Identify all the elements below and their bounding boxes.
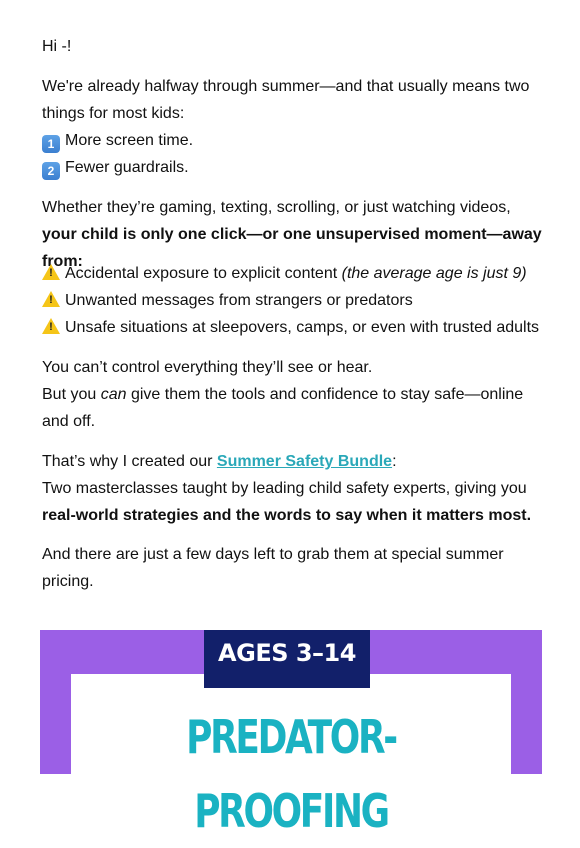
promo-banner-image[interactable] (40, 630, 542, 838)
risk-text: Whether they’re gaming, texting, scrolling, or just watching videos, (42, 199, 511, 216)
warning-text: Unsafe situations at sleepovers, camps, or even with trusted adults (65, 319, 540, 336)
list-item (42, 159, 189, 176)
but-text: But you (42, 386, 101, 403)
warning-icon: ! (42, 291, 60, 307)
paragraph-control (42, 354, 542, 435)
warning-italic-text: (the average age is just 9) (341, 265, 527, 282)
greeting: Hi -! (42, 38, 72, 55)
warning-item (42, 265, 527, 282)
warning-list (42, 260, 542, 341)
warning-text: Unwanted messages from strangers or predators (65, 292, 413, 309)
warning-item (42, 292, 413, 309)
keycap-2-icon: 2 (42, 162, 60, 180)
paragraph-pricing: And there are just a few days left to grab them at special summer pricing. (42, 546, 504, 590)
tools-text: give them the tools and confidence to stay safe—online and off. (42, 386, 524, 430)
bundle-prefix-text: That’s why I created our (42, 453, 217, 470)
warning-item (42, 319, 539, 336)
control-text: You can’t control everything they’ll see or hear. (42, 359, 373, 376)
keycap-1-icon: 1 (42, 135, 60, 153)
risk-bold-text: your child is only one click—or one unsupervised moment—away from: (42, 226, 542, 270)
list-item (42, 132, 193, 149)
intro-paragraph (42, 73, 542, 181)
warning-icon: ! (42, 318, 60, 334)
warning-text: Accidental exposure to explicit content (65, 265, 342, 282)
masterclass-text: Two masterclasses taught by leading child safety experts, giving you (42, 480, 527, 497)
can-text: can (100, 386, 127, 403)
list-item-text: Fewer guardrails. (65, 159, 189, 176)
paragraph-bundle (42, 448, 542, 529)
banner-headline: PREDATOR-PROOFING (186, 710, 396, 838)
ages-badge: AGES 3–14 (204, 630, 370, 688)
summer-safety-bundle-link[interactable]: Summer Safety Bundle (216, 453, 393, 470)
colon-text: : (392, 453, 397, 470)
warning-icon: ! (42, 264, 60, 280)
list-item-text: More screen time. (65, 132, 194, 149)
strategies-bold-text: real-world strategies and the words to say when it matters most. (42, 507, 532, 524)
intro-text: We're already halfway through summer—and that usually means two things for most kids: (42, 78, 530, 122)
